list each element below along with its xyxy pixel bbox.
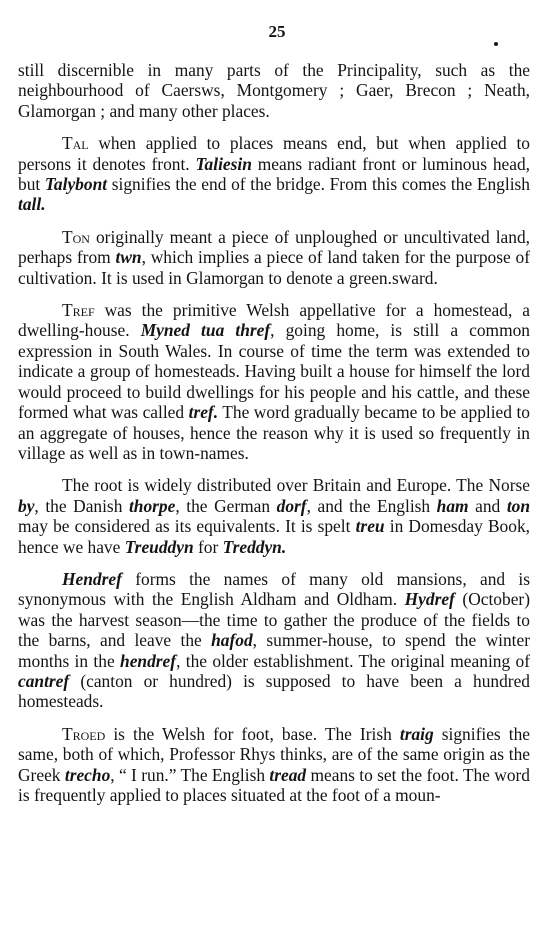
text-run: for (193, 536, 223, 557)
italic-term: tall. (18, 194, 46, 215)
text-run: , “ I run.” The English (110, 764, 270, 785)
italic-term: Hendref (62, 568, 122, 589)
italic-term: by (18, 495, 35, 516)
page-number: 25 (268, 22, 286, 41)
italic-term: Taliesin (195, 153, 252, 174)
paragraph (18, 300, 530, 463)
italic-term: Treddyn. (222, 536, 287, 557)
italic-term: twn (115, 247, 142, 268)
headword: Tref (62, 300, 95, 321)
headword: Ton (62, 226, 90, 247)
italic-term: Hydref (404, 589, 455, 610)
text-run: and (468, 495, 507, 516)
paragraph (18, 475, 530, 557)
text-run: forms the names of many old mansions, and is synonymous with the English Aldham and Oldham. (18, 568, 530, 610)
text-run: means to set the foot. The word is frequently applied to places situated at the foot of a moun- (18, 764, 530, 805)
text-run: still discernible in many parts of the Principality, such as the neighbourhood of Caersws, Montgomery ; Gaer, Brecon ; Neath, Glamorgan ; and many other places. (18, 60, 530, 121)
text-run: may be considered as its equivalents. It is spelt (18, 516, 356, 537)
paragraph (18, 133, 530, 215)
headword: Tal (62, 133, 89, 154)
text-run: , the German (175, 495, 277, 516)
italic-term: traig (399, 723, 434, 744)
text-run: signifies the same, both of which, Professor Rhys thinks, are of the same origin as the Greek (18, 723, 530, 785)
italic-term: ton (506, 495, 531, 516)
text-run: , and the English (306, 495, 437, 516)
paragraph (18, 569, 530, 712)
italic-term: thorpe (128, 495, 176, 516)
text-run: (canton or hundred) is supposed to have been a hundred homesteads. (18, 670, 530, 712)
text-run: , the Danish (34, 495, 129, 516)
italic-term: trecho (64, 764, 111, 785)
text-run: when applied to places means end, but when applied to persons it denotes front. (18, 133, 530, 174)
text-run: was the primitive Welsh appellative for a homestead, a dwelling-house. (18, 300, 530, 341)
headword: Troed (62, 723, 106, 744)
italic-term: treu (355, 516, 385, 537)
paragraph (18, 60, 530, 121)
italic-term: tread (269, 764, 307, 785)
text-run: is the Welsh for foot, base. The Irish (105, 723, 400, 744)
text-run: signifies the end of the bridge. From this comes the English (107, 174, 530, 195)
text-run: originally meant a piece of unploughed or uncultivated land, perhaps from (18, 226, 530, 268)
text-run: , going home, is still a common expression in South Wales. In course of time the term was extended to indicate a group of homesteads. Having built a house for himself the lord would proceed to build dwellings for his people and his cattle, and these formed what was called (18, 320, 530, 423)
italic-term: Talybont (44, 174, 108, 195)
italic-term: hendref (120, 650, 177, 671)
text-run: The word gradually became to be applied to an aggregate of houses, hence the reason why it is used so frequently in village as well as in town-names. (18, 402, 530, 463)
italic-term: cantref (18, 670, 70, 691)
italic-term: hafod (211, 630, 253, 651)
text-run: The root is widely distributed over Britain and Europe. The Norse (62, 475, 530, 496)
italic-term: dorf (276, 495, 307, 516)
text-run: (October) was the harvest season—the time to gather the produce of the fields to the barns, and leave the (18, 589, 530, 651)
body-text (18, 60, 530, 817)
text-run: , which implies a piece of land taken for the purpose of cultivation. It is used in Glamorgan to denote a green.sward. (18, 247, 530, 288)
text-run: in Domesday Book, hence we have (18, 516, 530, 557)
italic-term: ham (436, 495, 469, 516)
italic-term: tref. (188, 402, 219, 423)
paragraph (18, 227, 530, 288)
italic-term: Treuddyn (124, 536, 194, 557)
paragraph (18, 724, 530, 806)
text-run: , summer-house, to spend the winter months in the (18, 630, 530, 671)
text-run: means radiant front or luminous head, but (18, 153, 530, 195)
ink-speck (494, 42, 498, 46)
text-run: , the older establishment. The original meaning of (176, 650, 530, 671)
italic-term: Myned tua thref (140, 320, 271, 341)
